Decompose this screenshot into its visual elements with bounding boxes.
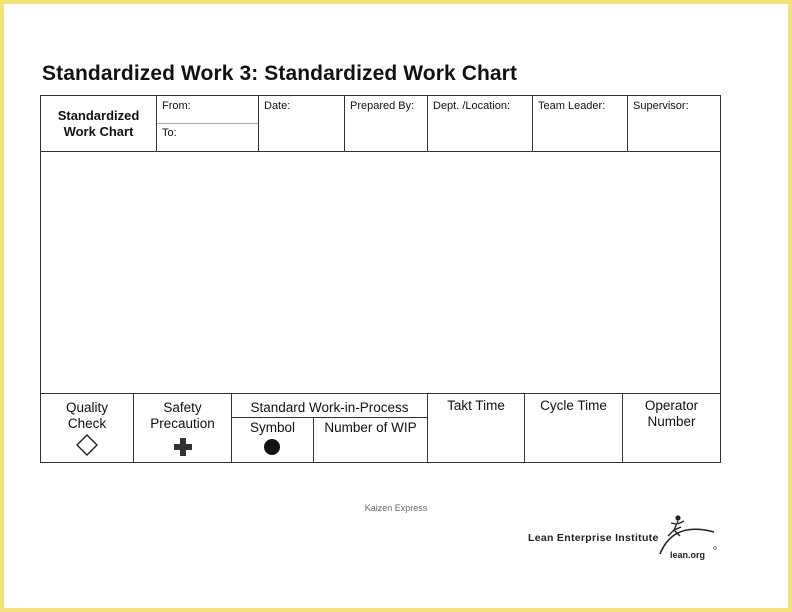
takt-time-label: Takt Time [447,398,505,413]
team-leader-cell[interactable] [533,96,628,151]
standard-wip-cell [232,394,428,463]
date-label: Date: [264,100,291,112]
date-cell[interactable] [259,96,345,151]
org-url[interactable]: lean.org [670,550,706,560]
document-page [4,4,788,608]
org-name: Lean Enterprise Institute [528,532,659,544]
wip-sub-divider [232,417,428,418]
supervisor-cell[interactable] [628,96,720,151]
cycle-time-label: Cycle Time [540,398,607,413]
form-title-cell [41,96,157,151]
standardized-work-chart-form [40,95,721,463]
from-to-divider [157,123,258,124]
quality-check-label: Quality Check [65,400,109,431]
prepared-by-cell[interactable] [345,96,428,151]
filled-circle-icon [263,438,281,456]
dept-location-label: Dept. /Location: [433,100,511,112]
cross-icon [174,438,192,456]
number-of-wip-label: Number of WIP [324,420,417,435]
cycle-time-cell[interactable] [525,394,623,463]
from-label: From: [162,100,191,112]
to-label: To: [162,127,177,139]
dept-location-cell[interactable] [428,96,533,151]
safety-precaution-label: Safety Precaution [150,400,215,431]
standard-wip-label: Standard Work-in-Process [250,400,409,415]
operator-number-cell[interactable] [623,394,720,463]
symbol-label: Symbol [249,420,295,435]
source-caption: Kaizen Express [364,503,428,513]
team-leader-label: Team Leader: [538,100,606,112]
quality-check-cell [41,394,134,463]
page-title: Standardized Work 3: Standardized Work Chart [42,62,518,85]
work-chart-drawing-area[interactable] [41,152,720,393]
safety-precaution-cell [134,394,232,463]
from-to-cell[interactable] [157,96,259,151]
form-title: Standardized Work Chart [57,108,140,139]
takt-time-cell[interactable] [428,394,525,463]
prepared-by-label: Prepared By: [350,100,415,112]
supervisor-label: Supervisor: [633,100,689,112]
operator-number-label: Operator Number [644,398,699,429]
diamond-icon [76,434,98,456]
